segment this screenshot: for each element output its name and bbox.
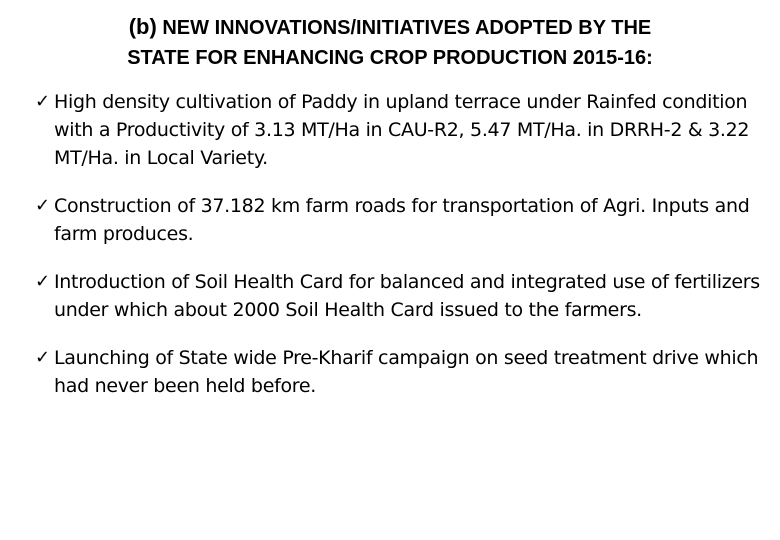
check-mark-icon: ✓ <box>35 271 50 292</box>
heading-line-1 <box>40 12 740 43</box>
check-mark-icon: ✓ <box>35 91 50 112</box>
bullet-text: High density cultivation of Paddy in upland terrace under Rainfed condition with a Productivity of 3.13 MT/Ha in CAU-R2, 5.47 MT/Ha. in DRRH-2 & 3.22 MT/Ha. in Local Variety. <box>54 91 750 169</box>
bullet-item <box>35 344 770 400</box>
heading-line-1-text: NEW INNOVATIONS/INITIATIVES ADOPTED BY THE <box>156 17 652 39</box>
heading-prefix: (b) <box>128 14 157 39</box>
bullet-text: Construction of 37.182 km farm roads for transportation of Agri. Inputs and farm produces. <box>54 195 750 245</box>
bullet-item <box>35 192 770 248</box>
heading-line-2: STATE FOR ENHANCING CROP PRODUCTION 2015-16: <box>127 47 653 69</box>
bullet-list <box>35 88 770 420</box>
check-mark-icon: ✓ <box>35 347 50 368</box>
slide-heading <box>40 12 740 73</box>
bullet-text: Introduction of Soil Health Card for balanced and integrated use of fertilizers under which about 2000 Soil Health Card issued to the farmers. <box>54 271 760 321</box>
bullet-text: Launching of State wide Pre-Kharif campaign on seed treatment drive which had never been held before. <box>54 347 759 397</box>
check-mark-icon: ✓ <box>35 195 50 216</box>
bullet-item <box>35 88 770 172</box>
bullet-item <box>35 268 770 324</box>
